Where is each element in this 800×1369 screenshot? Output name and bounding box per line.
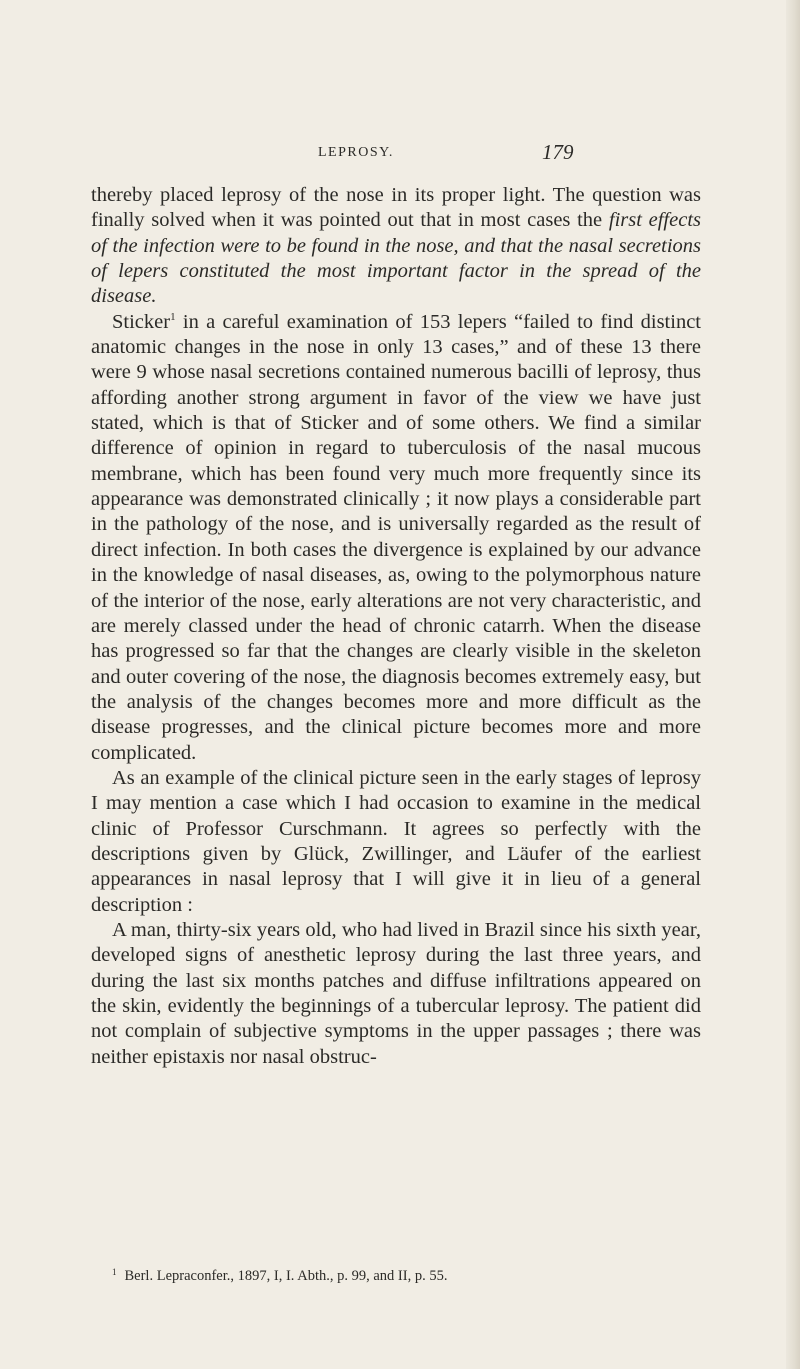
body-text (91, 183, 701, 1070)
paragraph-text: As an example of the clinical picture seen in the early stages of leprosy I may mention a case which I had occasion to examine in the medical clinic of Professor Curschmann. It agrees so perfectly with the descriptions given by Glück, Zwillinger, and Läufer of the earliest appearances in nasal leprosy that I will give it in lieu of a general description : (91, 766, 701, 916)
paragraph-text: Sticker (112, 310, 171, 333)
footnote-reference: 1 (170, 310, 176, 323)
paragraph (91, 183, 701, 310)
paragraph-text: in a careful examination of 153 lepers “failed to find distinct anatomic changes in the nose in only 13 cases,” and of these 13 there were 9 whose nasal secretions contained numerous bacilli of leprosy, thus affording another strong argument in favor of the view we have just stated, which is that of Sticker and of some others. We find a similar difference of opinion in regard to tuberculosis of the nasal mucous membrane, which has been found very much more frequently since its appearance was demonstrated clinically ; it now plays a considerable part in the pathology of the nose, and is universally regarded as the result of direct infection. In both cases the divergence is explained by our advance in the knowledge of nasal diseases, as, owing to the polymorphous nature of the interior of the nose, early alterations are not very characteristic, and are merely classed under the head of chronic catarrh. When the disease has progressed so far that the changes are clearly visible in the skeleton and outer covering of the nose, the diagnosis becomes extremely easy, but the analysis of the changes becomes more and more difficult as the disease progresses, and the clinical picture becomes more and more complicated. (91, 310, 701, 764)
italic-passage: first effects of the infection were to be found in the nose, and that the nasal secretions of lepers constituted the most important factor in the spread of the disease. (91, 209, 701, 308)
footnote-mark: 1 (112, 1267, 117, 1277)
paragraph-text: A man, thirty-six years old, who had lived in Brazil since his sixth year, developed signs of anesthetic leprosy during the last three years, and during the last six months patches and diffuse infiltrations appeared on the skin, evidently the beginnings of a tubercular leprosy. The patient did not complain of subjective symptoms in the upper passages ; there was neither epistaxis nor nasal obstruc- (91, 918, 701, 1068)
paragraph (91, 310, 701, 766)
running-header (0, 140, 800, 170)
page-number: 179 (542, 140, 574, 164)
paragraph (91, 766, 701, 918)
paragraph (91, 918, 701, 1070)
paragraph-text: thereby placed leprosy of the nose in its proper light. The question was finally solved when it was pointed out that in most cases the (91, 184, 701, 232)
footnote-text: Berl. Lepraconfer., 1897, I, I. Abth., p. 99, and II, p. 55. (124, 1268, 448, 1284)
running-title: LEPROSY. (318, 145, 394, 160)
page-edge (786, 0, 800, 1369)
footnote (112, 1267, 712, 1285)
